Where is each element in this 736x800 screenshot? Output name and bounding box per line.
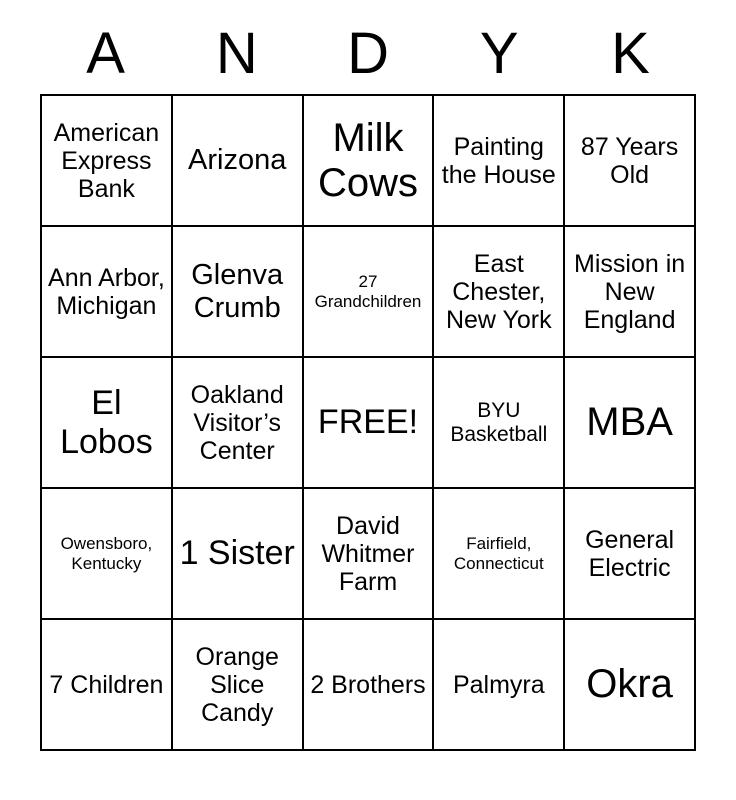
bingo-cell[interactable]: Ann Arbor, Michigan xyxy=(41,226,172,357)
header-letter-5: K xyxy=(611,21,650,86)
bingo-row xyxy=(41,95,695,226)
bingo-cell[interactable]: Palmyra xyxy=(433,619,564,750)
bingo-row xyxy=(41,619,695,750)
bingo-cell[interactable]: 27 Grandchildren xyxy=(303,226,434,357)
bingo-cell[interactable]: BYU Basketball xyxy=(433,357,564,488)
bingo-grid xyxy=(40,94,696,751)
bingo-cell[interactable]: East Chester, New York xyxy=(433,226,564,357)
bingo-cell[interactable]: Oakland Visitor’s Center xyxy=(172,357,303,488)
header-letter-2: N xyxy=(215,21,258,86)
bingo-cell[interactable]: MBA xyxy=(564,357,695,488)
bingo-cell[interactable]: El Lobos xyxy=(41,357,172,488)
bingo-cell[interactable]: 2 Brothers xyxy=(303,619,434,750)
bingo-header xyxy=(40,22,696,86)
header-letter-4: Y xyxy=(479,21,519,86)
bingo-row xyxy=(41,226,695,357)
bingo-cell[interactable]: Fairfield, Connecticut xyxy=(433,488,564,619)
bingo-cell[interactable]: 1 Sister xyxy=(172,488,303,619)
bingo-cell[interactable]: Okra xyxy=(564,619,695,750)
bingo-cell[interactable]: Arizona xyxy=(172,95,303,226)
bingo-cell[interactable]: Mission in New England xyxy=(564,226,695,357)
bingo-cell[interactable]: Owensboro, Kentucky xyxy=(41,488,172,619)
header-letter-3: D xyxy=(347,21,389,86)
header-letter-1: A xyxy=(86,21,125,86)
bingo-cell[interactable]: 7 Children xyxy=(41,619,172,750)
bingo-cell[interactable]: American Express Bank xyxy=(41,95,172,226)
bingo-row xyxy=(41,488,695,619)
bingo-cell[interactable]: 87 Years Old xyxy=(564,95,695,226)
bingo-cell-free[interactable]: FREE! xyxy=(303,357,434,488)
bingo-cell[interactable]: Milk Cows xyxy=(303,95,434,226)
bingo-cell[interactable]: David Whitmer Farm xyxy=(303,488,434,619)
bingo-cell[interactable]: Orange Slice Candy xyxy=(172,619,303,750)
bingo-cell[interactable]: Glenva Crumb xyxy=(172,226,303,357)
bingo-cell[interactable]: General Electric xyxy=(564,488,695,619)
bingo-cell[interactable]: Painting the House xyxy=(433,95,564,226)
bingo-row xyxy=(41,357,695,488)
